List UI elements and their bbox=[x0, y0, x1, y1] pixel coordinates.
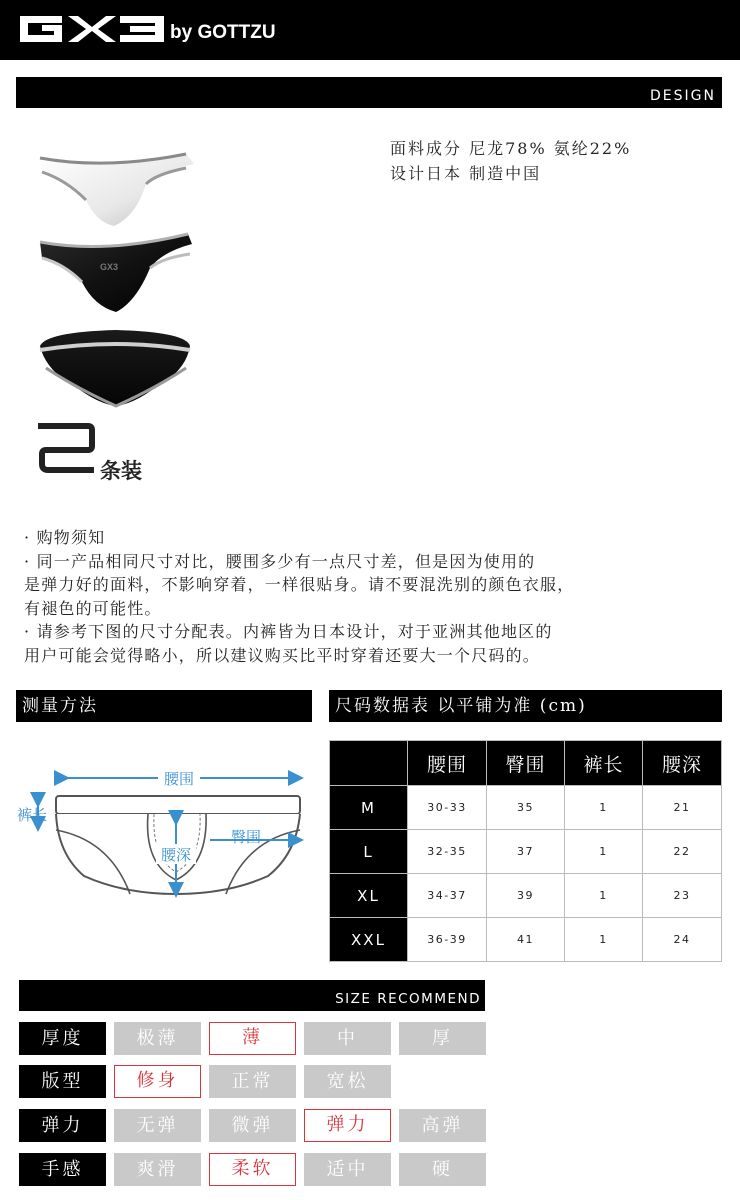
recommend-option-selected: 薄 bbox=[209, 1022, 296, 1055]
table-row bbox=[330, 830, 722, 874]
spec-line-material: 面料成分 尼龙78% 氨纶22% bbox=[390, 139, 632, 158]
recommend-option: 无弹 bbox=[114, 1109, 201, 1142]
brand-byline: by GOTTZU bbox=[170, 22, 276, 43]
recommend-row-label: 弹力 bbox=[19, 1109, 106, 1142]
size-recommend-bar bbox=[19, 980, 485, 1011]
size-label: XL bbox=[330, 874, 408, 918]
design-label: DESIGN bbox=[650, 88, 716, 104]
pack-label: 条装 bbox=[100, 460, 142, 483]
notice-line: 有褪色的可能性。 bbox=[24, 598, 162, 618]
pack-count-number bbox=[32, 420, 98, 478]
table-cell: 1 bbox=[565, 786, 643, 830]
recommend-option: 高弹 bbox=[399, 1109, 486, 1142]
table-cell: 37 bbox=[487, 830, 565, 874]
col-header-length: 裤长 bbox=[565, 741, 643, 786]
black-brief-back-image bbox=[36, 326, 196, 412]
recommend-row-label: 厚度 bbox=[19, 1022, 106, 1055]
recommend-option-selected: 弹力 bbox=[304, 1109, 391, 1142]
recommend-option-selected: 修身 bbox=[114, 1065, 201, 1098]
recommend-option-selected: 柔软 bbox=[209, 1153, 296, 1186]
size-label: L bbox=[330, 830, 408, 874]
size-recommend-label: SIZE RECOMMEND bbox=[335, 991, 481, 1007]
notice-line: 用户可能会觉得略小，所以建议购买比平时穿着还要大一个尺码的。 bbox=[24, 645, 541, 665]
table-row bbox=[330, 918, 722, 962]
gx3-logo bbox=[18, 12, 166, 46]
size-label: XXL bbox=[330, 918, 408, 962]
size-table-title: 尺码数据表 以平铺为准 (cm) bbox=[329, 690, 722, 722]
table-cell: 23 bbox=[643, 874, 722, 918]
notice-line: · 同一产品相同尺寸对比，腰围多少有一点尺寸差，但是因为使用的 bbox=[24, 551, 536, 571]
table-cell: 1 bbox=[565, 874, 643, 918]
shopping-notice bbox=[24, 526, 724, 667]
length-label: 裤长 bbox=[16, 806, 48, 824]
recommend-row-label: 手感 bbox=[19, 1153, 106, 1186]
table-cell: 36-39 bbox=[408, 918, 487, 962]
notice-line: · 请参考下图的尺寸分配表。内裤皆为日本设计，对于亚洲其他地区的 bbox=[24, 622, 553, 641]
measure-method-title: 测量方法 bbox=[16, 690, 312, 722]
black-brief-image bbox=[36, 228, 196, 316]
size-table-header bbox=[330, 741, 722, 786]
table-cell: 24 bbox=[643, 918, 722, 962]
table-cell: 35 bbox=[487, 786, 565, 830]
col-header-hip: 臀围 bbox=[487, 741, 565, 786]
recommend-option: 正常 bbox=[209, 1065, 296, 1098]
table-cell: 34-37 bbox=[408, 874, 487, 918]
table-cell: 22 bbox=[643, 830, 722, 874]
recommend-row-label: 版型 bbox=[19, 1065, 106, 1098]
table-cell: 1 bbox=[565, 918, 643, 962]
recommend-option: 微弹 bbox=[209, 1109, 296, 1142]
table-cell: 21 bbox=[643, 786, 722, 830]
notice-line: 是弹力好的面料，不影响穿着，一样很贴身。请不要混洗别的颜色衣服， bbox=[24, 575, 575, 594]
col-header-waist: 腰围 bbox=[408, 741, 487, 786]
fabric-spec bbox=[390, 136, 631, 186]
table-cell: 41 bbox=[487, 918, 565, 962]
recommend-option: 厚 bbox=[399, 1022, 486, 1055]
design-section-bar bbox=[16, 77, 722, 108]
recommend-option: 适中 bbox=[304, 1153, 391, 1186]
notice-line: · 购物须知 bbox=[24, 528, 106, 547]
corner-cell bbox=[330, 741, 408, 786]
col-header-depth: 腰深 bbox=[643, 741, 722, 786]
spec-line-origin: 设计日本 制造中国 bbox=[390, 164, 542, 183]
measure-diagram bbox=[14, 744, 312, 900]
depth-label: 腰深 bbox=[160, 846, 192, 864]
table-row bbox=[330, 874, 722, 918]
size-table bbox=[329, 740, 722, 962]
table-row bbox=[330, 786, 722, 830]
size-label: M bbox=[330, 786, 408, 830]
recommend-option: 宽松 bbox=[304, 1065, 391, 1098]
recommend-option: 硬 bbox=[399, 1153, 486, 1186]
recommend-option: 中 bbox=[304, 1022, 391, 1055]
product-mark: GX3 bbox=[100, 262, 119, 272]
table-cell: 1 bbox=[565, 830, 643, 874]
waist-label: 腰围 bbox=[163, 770, 195, 788]
brand-header bbox=[0, 0, 740, 60]
table-cell: 39 bbox=[487, 874, 565, 918]
table-cell: 30-33 bbox=[408, 786, 487, 830]
hip-label: 臀围 bbox=[230, 828, 262, 846]
recommend-option: 极薄 bbox=[114, 1022, 201, 1055]
white-brief-image bbox=[36, 150, 196, 230]
recommend-option: 爽滑 bbox=[114, 1153, 201, 1186]
table-cell: 32-35 bbox=[408, 830, 487, 874]
